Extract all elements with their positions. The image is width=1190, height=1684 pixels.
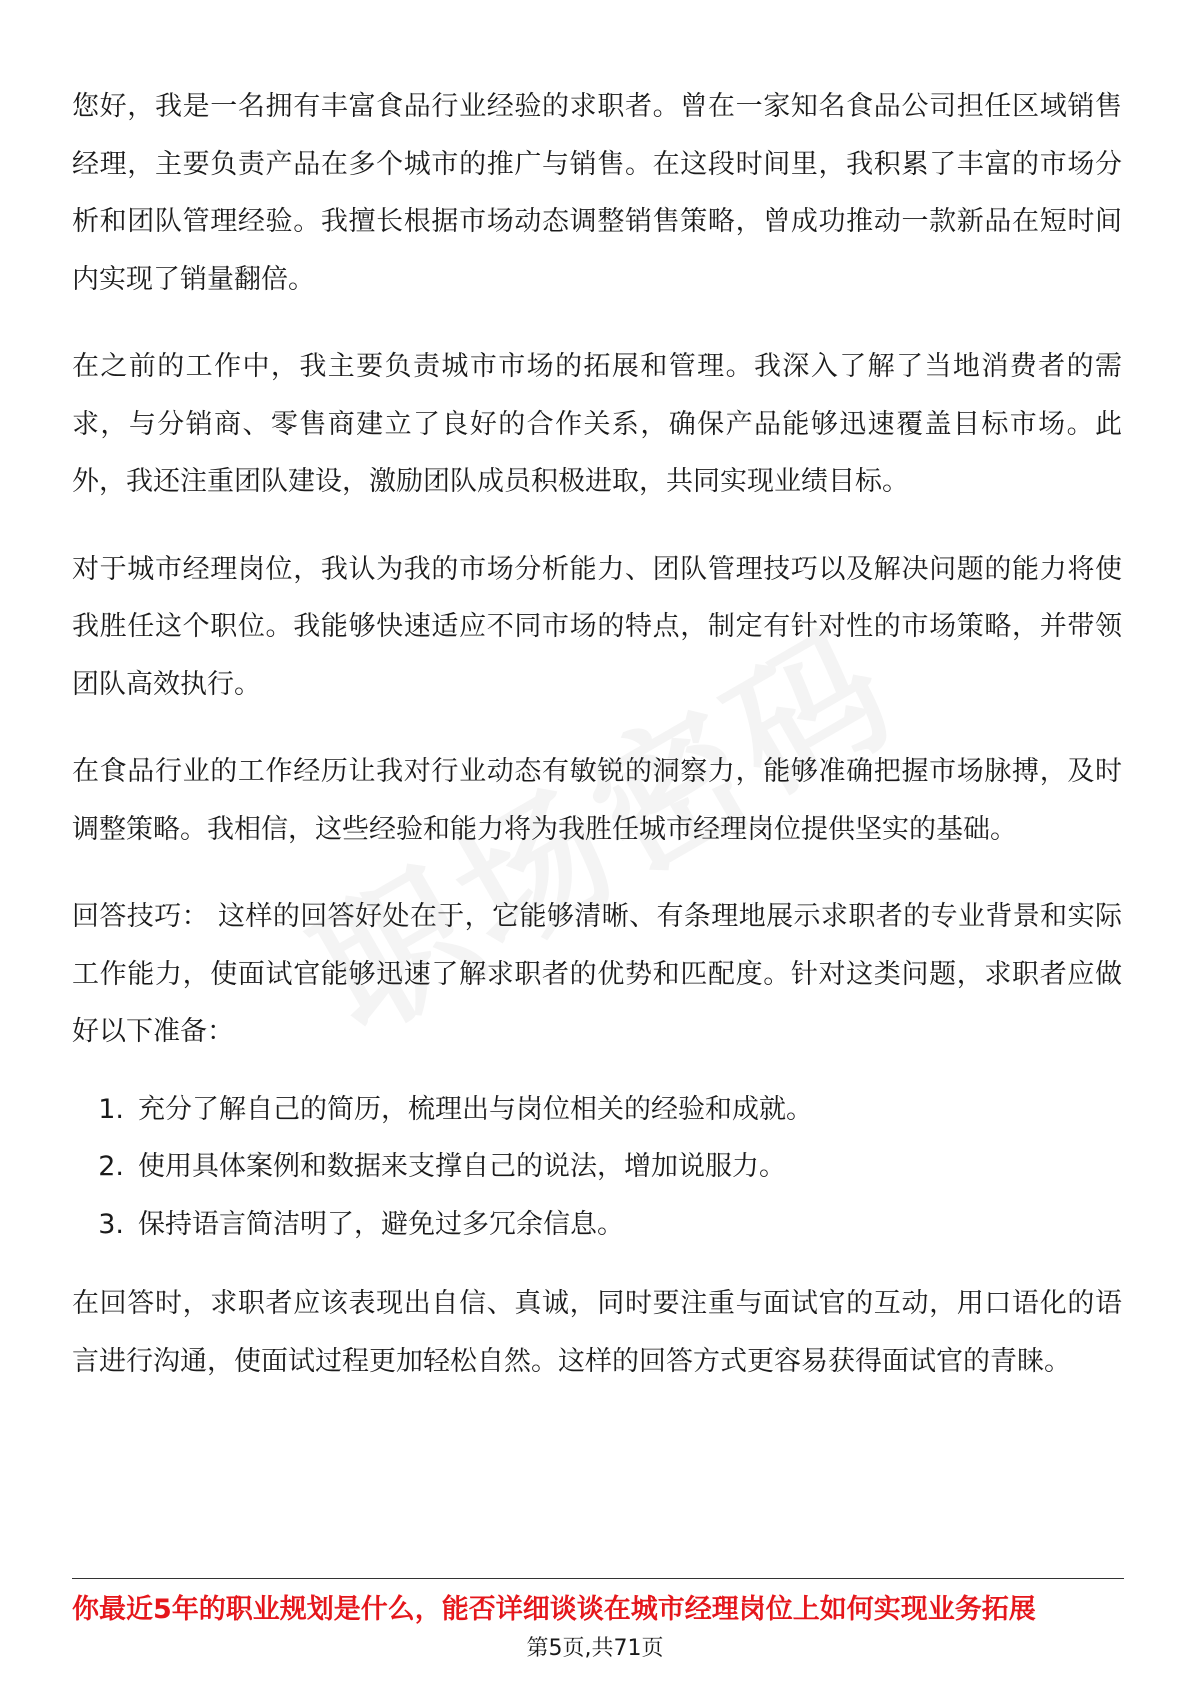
list-item-text: 充分了解自己的简历，梳理出与岗位相关的经验和成就。 xyxy=(138,1093,813,1125)
list-item-text: 保持语言简洁明了，避免过多冗余信息。 xyxy=(138,1208,624,1240)
answer-tip: 回答技巧： 这样的回答好处在于，它能够清晰、有条理地展示求职者的专业背景和实际工作能力，使面试官能够迅速了解求职者的优势和匹配度。针对这类问题，求职者应做好以下准备： xyxy=(72,901,1122,1047)
paragraph-closing: 在回答时，求职者应该表现出自信、真诚，同时要注重与面试官的互动，用口语化的语言进行沟通，使面试过程更加轻松自然。这样的回答方式更容易获得面试官的青睐。 xyxy=(72,1288,1122,1377)
document-body xyxy=(72,78,1122,1420)
list-item-text: 使用具体案例和数据来支撑自己的说法，增加说服力。 xyxy=(138,1151,786,1182)
list-item-number: 2. xyxy=(98,1151,124,1182)
paragraph-intro: 您好，我是一名拥有丰富食品行业经验的求职者。曾在一家知名食品公司担任区域销售经理，主要负责产品在多个城市的推广与销售。在这段时间里，我积累了丰富的市场分析和团队管理经验。我擅长根据市场动态调整销售策略，曾成功推动一款新品在短时间内实现了销量翻倍。 xyxy=(72,91,1122,295)
paragraph-fit: 对于城市经理岗位，我认为我的市场分析能力、团队管理技巧以及解决问题的能力将使我胜任这个职位。我能够快速适应不同市场的特点，制定有针对性的市场策略，并带领团队高效执行。 xyxy=(72,553,1122,700)
page-number: 第5页,共71页 xyxy=(526,1636,664,1661)
next-question-link[interactable]: 你最近5年的职业规划是什么，能否详细谈谈在城市经理岗位上如何实现业务拓展 xyxy=(72,1594,1036,1625)
list-item-number: 1. xyxy=(98,1093,124,1125)
list-item xyxy=(72,1196,1122,1254)
paragraph-experience: 在之前的工作中，我主要负责城市市场的拓展和管理。我深入了解了当地消费者的需求，与分销商、零售商建立了良好的合作关系，确保产品能够迅速覆盖目标市场。此外，我还注重团队建设，激励团队成员积极进取，共同实现业绩目标。 xyxy=(72,351,1122,497)
list-item-number: 3. xyxy=(98,1208,124,1240)
list-item xyxy=(72,1081,1122,1139)
paragraph-insight: 在食品行业的工作经历让我对行业动态有敏锐的洞察力，能够准确把握市场脉搏，及时调整策略。我相信，这些经验和能力将为我胜任城市经理岗位提供坚实的基础。 xyxy=(72,756,1122,845)
list-item xyxy=(72,1138,1122,1196)
footer-divider xyxy=(72,1578,1124,1579)
tips-list xyxy=(72,1081,1122,1254)
